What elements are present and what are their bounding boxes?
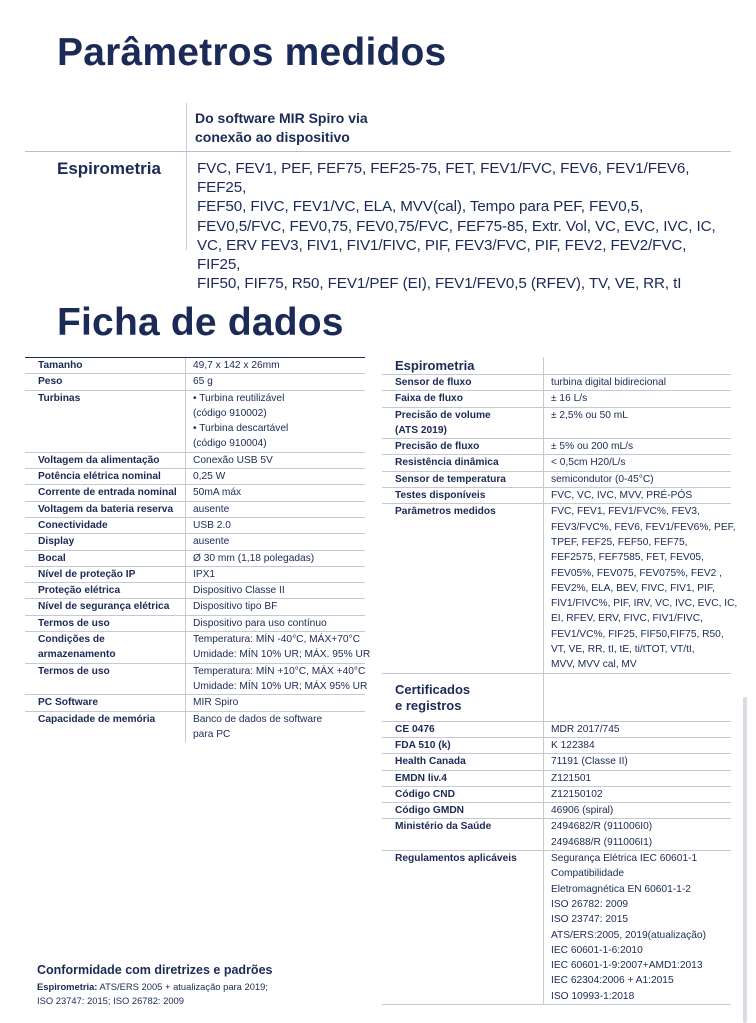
value-line: IEC 60601-1-6:2010 — [551, 944, 643, 956]
value-line: ISO 26782: 2009 — [551, 898, 629, 910]
table-row — [382, 722, 731, 738]
value-line: 71191 (Classe II) — [551, 756, 628, 768]
value-line: 65 g — [193, 376, 213, 388]
table-row — [382, 375, 731, 391]
value-line: < 0,5cm H20/L/s — [551, 457, 626, 469]
label-line: Precisão de fluxo — [395, 441, 480, 453]
table-row — [25, 469, 365, 485]
value-line: Banco de dados de software — [193, 713, 323, 725]
row-label — [382, 851, 544, 1004]
row-value — [186, 469, 365, 484]
table-row — [382, 803, 731, 819]
conformity-line: ISO 23747: 2015; ISO 26782: 2009 — [37, 994, 184, 1006]
label-line: Voltagem da bateria reserva — [38, 503, 174, 515]
parametros-row-label: Espirometria — [57, 159, 161, 178]
label-line: Código GMDN — [395, 805, 465, 817]
row-value — [186, 551, 365, 566]
table-row — [382, 504, 738, 673]
label-line: Termos de uso — [38, 665, 110, 677]
value-line: Compatibilidade — [551, 868, 625, 880]
value-line: FIV1/FIVC%, PIF, IRV, VC, IVC, EVC, IC, — [551, 598, 738, 610]
label-line: Potência elétrica nominal — [38, 471, 161, 483]
row-label — [25, 551, 186, 566]
label-line: (ATS 2019) — [395, 424, 447, 436]
ficha-right-table — [382, 357, 738, 1005]
scrollbar[interactable] — [743, 697, 747, 1023]
row-label — [25, 616, 186, 631]
row-label — [382, 803, 544, 818]
table-divider — [25, 151, 731, 152]
conformity-title: Conformidade com diretrizes e padrões — [37, 963, 273, 977]
parametros-title: Parâmetros medidos — [57, 31, 447, 74]
table-divider — [186, 103, 187, 250]
label-line: Nível de segurança elétrica — [38, 601, 170, 613]
table-row — [25, 485, 365, 501]
label-line: Corrente de entrada nominal — [38, 487, 177, 499]
table-row — [25, 551, 365, 567]
row-value — [544, 787, 731, 802]
row-value — [186, 695, 365, 710]
value-line: Segurança Elétrica IEC 60601-1 — [551, 853, 698, 865]
table-row — [382, 771, 731, 787]
header-line: conexão ao dispositivo — [195, 129, 350, 145]
label-line: Bocal — [38, 552, 66, 564]
row-label — [25, 485, 186, 500]
value-line: Conexão USB 5V — [193, 454, 273, 466]
label-line: Parâmetros medidos — [395, 506, 496, 518]
row-label — [25, 469, 186, 484]
value-line: ATS/ERS:2005, 2019(atualização) — [551, 929, 706, 941]
row-label — [382, 754, 544, 769]
value-line: EI, RFEV, ERV, FIVC, FIV1/FIVC, — [551, 613, 703, 625]
row-label — [25, 358, 186, 373]
value-line: semicondutor (0-45°C) — [551, 473, 654, 485]
table-row — [25, 583, 365, 599]
value-line: (código 910002) — [193, 407, 267, 419]
row-label — [382, 391, 544, 406]
row-value — [186, 616, 365, 631]
row-label — [25, 567, 186, 582]
table-row — [382, 787, 731, 803]
row-label — [382, 738, 544, 753]
value-line: • Turbina descartável — [193, 423, 289, 435]
table-row — [25, 391, 365, 453]
table-row — [25, 358, 365, 374]
label-line: Turbinas — [38, 392, 81, 404]
label-line: Código CND — [395, 788, 455, 800]
row-label — [25, 518, 186, 533]
table-row — [25, 712, 365, 743]
row-value — [544, 722, 731, 737]
table-row — [25, 664, 368, 696]
value-line: Dispositivo Classe II — [193, 585, 285, 597]
label-line: Ministério da Saúde — [395, 821, 492, 833]
value-line: IEC 62304:2006 + A1:2015 — [551, 975, 674, 987]
value-line: turbina digital bidirecional — [551, 377, 666, 388]
section-title-line: Certificados — [395, 681, 471, 697]
row-value — [186, 358, 365, 373]
value-line: FEV2%, ELA, BEV, FIVC, FIV1, PIF, — [551, 582, 715, 594]
label-line: CE 0476 — [395, 723, 435, 735]
row-value — [186, 485, 365, 500]
label-line: Testes disponíveis — [395, 490, 486, 502]
row-label — [382, 819, 544, 850]
value-line: para PC — [193, 728, 231, 740]
table-row — [382, 488, 731, 504]
value-line: 2494682/R (911006I0) — [551, 821, 653, 833]
table-row — [25, 534, 365, 550]
value-line: IPX1 — [193, 568, 216, 580]
table-row — [382, 754, 731, 770]
value-line: MVV, MVV cal, MV — [551, 659, 637, 671]
label-line: Resistência dinâmica — [395, 457, 499, 469]
row-label — [382, 504, 544, 672]
row-value — [186, 712, 365, 743]
section-title — [382, 357, 544, 374]
row-label — [382, 722, 544, 737]
row-value — [186, 534, 365, 549]
row-label — [25, 453, 186, 468]
row-label — [25, 534, 186, 549]
table-row — [382, 391, 731, 407]
value-line: VT, VE, RR, tI, tE, ti/tTOT, VT/tI, — [551, 644, 695, 656]
row-value — [186, 518, 365, 533]
row-value — [544, 819, 731, 850]
label-line: Regulamentos aplicáveis — [395, 853, 517, 865]
row-label — [382, 771, 544, 786]
value-line: Ø 30 mm (1,18 polegadas) — [193, 552, 315, 564]
value-line: ausente — [193, 536, 230, 548]
header-line: Do software MIR Spiro via — [195, 110, 368, 126]
row-value — [544, 504, 738, 672]
label-line: Voltagem da alimentação — [38, 454, 160, 466]
row-value — [544, 408, 731, 439]
row-label — [25, 664, 186, 695]
value-line: MIR Spiro — [193, 697, 239, 709]
label-line: Nível de proteção IP — [38, 568, 136, 580]
table-row — [25, 567, 365, 583]
row-value — [186, 391, 365, 452]
row-label — [382, 488, 544, 503]
empty-cell — [544, 357, 731, 374]
value-line: ± 5% ou 200 mL/s — [551, 441, 634, 453]
parametros-line: FEF50, FIVC, FEV1/VC, ELA, MVV(cal), Tempo para PEF, FEV0,5, — [197, 198, 644, 216]
value-line: ISO 10993-1:2018 — [551, 990, 635, 1002]
ficha-left-table — [25, 358, 371, 742]
row-label — [25, 599, 186, 614]
label-line: Capacidade de memória — [38, 713, 156, 725]
parametros-line: VC, ERV FEV3, FIV1, FIV1/FIVC, PIF, FEV3/FVC, PIF, FEV2, FEV2/FVC, FIF25, — [197, 236, 687, 274]
value-line: FEV05%, FEV075, FEV075%, FEV2 , — [551, 567, 723, 579]
value-line: ± 2,5% ou 50 mL — [551, 409, 628, 421]
label-line: Peso — [38, 376, 63, 388]
row-value — [544, 439, 731, 454]
row-value — [544, 472, 731, 487]
value-line: K 122384 — [551, 739, 595, 751]
table-row — [25, 599, 365, 615]
value-line: MDR 2017/745 — [551, 723, 620, 735]
label-line: Faixa de fluxo — [395, 393, 463, 405]
parametros-header — [195, 109, 455, 147]
value-line: 46906 (spiral) — [551, 805, 614, 817]
table-row — [25, 616, 365, 632]
row-value — [544, 391, 731, 406]
value-line: Eletromagnética EN 60601-1-2 — [551, 883, 691, 895]
value-line: Temperatura: MÍN +10°C, MÁX +40°C — [193, 665, 366, 677]
parametros-line: FEV0,5/FVC, FEV0,75, FEV0,75/FVC, FEF75-85, Extr. Vol, VC, EVC, IVC, IC, — [197, 217, 716, 235]
parametros-line: FIF50, FIF75, R50, FEV1/PEF (EI), FEV1/FEV0,5 (RFEV), TV, VE, RR, tI — [197, 275, 682, 293]
label-line: Precisão de volume — [395, 409, 491, 421]
row-value — [186, 374, 365, 389]
row-value — [186, 453, 365, 468]
label-line: Condições de — [38, 634, 105, 646]
row-value — [186, 599, 365, 614]
table-row — [382, 439, 731, 455]
value-line: ausente — [193, 503, 230, 515]
row-label — [25, 712, 186, 743]
table-row — [25, 374, 365, 390]
table-row — [382, 851, 731, 1005]
row-label — [382, 472, 544, 487]
conformity-line: ATS/ERS 2005 + atualização para 2019; — [97, 981, 268, 992]
row-value — [544, 375, 731, 390]
label-line: EMDN liv.4 — [395, 772, 447, 784]
label-line: Display — [38, 536, 75, 548]
value-line: Temperatura: MÍN -40°C, MÁX+70°C — [193, 634, 360, 646]
section-title-row — [382, 674, 731, 722]
value-line: 50mA máx — [193, 487, 242, 499]
row-label — [382, 455, 544, 470]
section-title-line: Espirometria — [395, 358, 475, 373]
row-value — [544, 738, 731, 753]
label-line: Termos de uso — [38, 617, 110, 629]
value-line: ± 16 L/s — [551, 393, 588, 405]
label-line: PC Software — [38, 697, 99, 709]
row-value — [186, 502, 365, 517]
section-title — [382, 674, 544, 721]
row-value — [544, 754, 731, 769]
label-line: Conectividade — [38, 519, 108, 531]
value-line: Umidade: MÍN 10% UR; MÁX. 95% UR — [193, 649, 371, 661]
label-line: Sensor de fluxo — [395, 377, 472, 388]
table-row — [25, 502, 365, 518]
value-line: Dispositivo tipo BF — [193, 601, 278, 613]
table-row — [382, 455, 731, 471]
row-label — [382, 408, 544, 439]
row-value — [544, 455, 731, 470]
parametros-line: FVC, FEV1, PEF, FEF75, FEF25-75, FET, FEV1/FVC, FEV6, FEV1/FEV6, FEF25, — [197, 160, 690, 197]
row-label — [25, 632, 186, 663]
value-line: ISO 23747: 2015 — [551, 914, 629, 926]
value-line: 2494688/R (911006I1) — [551, 836, 653, 848]
value-line: (código 910004) — [193, 438, 267, 450]
value-line: FVC, FEV1, FEV1/FVC%, FEV3, — [551, 506, 700, 518]
value-line: • Turbina reutilizável — [193, 392, 285, 404]
value-line: 49,7 x 142 x 26mm — [193, 360, 280, 371]
label-line: Health Canada — [395, 756, 466, 768]
label-line: armazenamento — [38, 649, 116, 661]
value-line: FEV1/VC%, FIF25, FIF50,FIF75, R50, — [551, 628, 724, 640]
row-label — [25, 695, 186, 710]
row-label — [25, 374, 186, 389]
row-value — [544, 488, 731, 503]
section-title-row — [382, 357, 731, 375]
ficha-title: Ficha de dados — [57, 301, 344, 344]
value-line: IEC 60601-1-9:2007+AMD1:2013 — [551, 960, 703, 972]
section-title-line: e registros — [395, 697, 462, 713]
table-row — [382, 472, 731, 488]
value-line: 0,25 W — [193, 471, 226, 483]
row-label — [382, 439, 544, 454]
value-line: Umidade: MÍN 10% UR; MÁX 95% UR — [193, 680, 368, 692]
label-line: FDA 510 (k) — [395, 739, 451, 751]
table-row — [382, 408, 731, 440]
value-line: FVC, VC, IVC, MVV, PRÉ-PÓS — [551, 490, 693, 502]
table-row — [25, 453, 365, 469]
table-row — [25, 632, 371, 664]
value-line: FEF2575, FEF7585, FET, FEV05, — [551, 552, 704, 564]
row-value — [544, 771, 731, 786]
label-line: Sensor de temperatura — [395, 473, 506, 485]
value-line: FEV3/FVC%, FEV6, FEV1/FEV6%, PEF, — [551, 521, 736, 533]
row-value — [186, 583, 365, 598]
value-line: Dispositivo para uso contínuo — [193, 617, 327, 629]
table-row — [25, 518, 365, 534]
row-label — [25, 391, 186, 452]
empty-cell — [544, 674, 731, 721]
table-row — [25, 695, 365, 711]
value-line: TPEF, FEF25, FEF50, FEF75, — [551, 536, 688, 548]
row-label — [25, 583, 186, 598]
row-label — [382, 787, 544, 802]
conformity-text — [37, 980, 337, 1007]
value-line: Z12150102 — [551, 788, 603, 800]
row-label — [25, 502, 186, 517]
table-row — [382, 738, 731, 754]
row-value — [186, 664, 368, 695]
table-row — [382, 819, 731, 851]
label-line: Tamanho — [38, 360, 83, 371]
row-value — [544, 851, 731, 1004]
value-line: Z121501 — [551, 772, 592, 784]
conformity-label: Espirometria: — [37, 981, 98, 992]
row-value — [186, 632, 371, 663]
row-value — [186, 567, 365, 582]
label-line: Proteção elétrica — [38, 585, 121, 597]
value-line: USB 2.0 — [193, 519, 231, 531]
parametros-list — [197, 159, 727, 293]
row-value — [544, 803, 731, 818]
row-label — [382, 375, 544, 390]
